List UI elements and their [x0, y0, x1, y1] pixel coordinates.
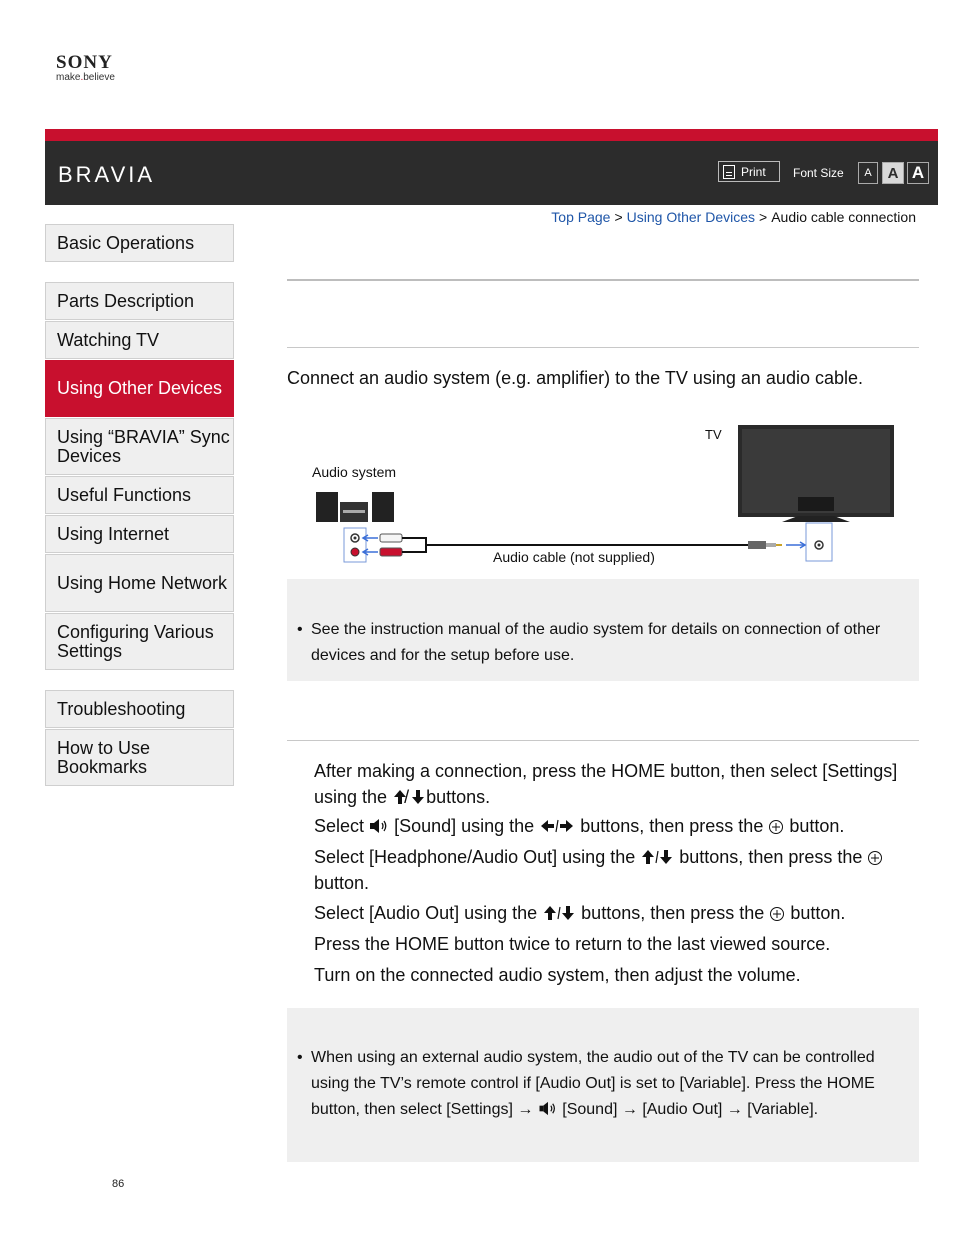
sidebar-item-using-internet[interactable]: Using Internet	[45, 515, 234, 553]
step-1: After making a connection, press the HOME button, then select [Settings] using the / buttons.	[314, 761, 898, 807]
intro-text: Connect an audio system (e.g. amplifier) to the TV using an audio cable.	[287, 368, 863, 388]
note-volume: • When using an external audio system, the audio out of the TV can be controlled using the TV’s remote control if [Audio Out] is set to [Variable]. Press the HOME button, then select [Settings] → [Sound] → [Audio Out] → [Variable].	[297, 1045, 912, 1123]
step-4: Select [Audio Out] using the buttons, then press the button.	[314, 903, 846, 923]
breadcrumb-using-other-devices[interactable]: Using Other Devices	[626, 209, 756, 225]
sidebar-item-bravia-sync[interactable]: Using “BRAVIA” Sync Devices	[45, 418, 234, 475]
header-accent-stripe	[45, 129, 938, 141]
step-3: Select [Headphone/Audio Out] using the buttons, then press the button.	[314, 844, 914, 896]
sidebar-item-watching-tv[interactable]: Watching TV	[45, 321, 234, 359]
font-size-medium-button[interactable]: A	[882, 162, 904, 184]
step-5: Press the HOME button twice to return to the last viewed source.	[314, 934, 831, 954]
sidebar-item-useful-functions[interactable]: Useful Functions	[45, 476, 234, 514]
sony-logo	[56, 52, 115, 83]
connection-diagram	[300, 420, 900, 575]
steps-divider	[287, 740, 919, 741]
section-divider	[287, 347, 919, 348]
audio-system-illustration	[316, 492, 338, 522]
sidebar-item-parts-description[interactable]: Parts Description	[45, 282, 234, 320]
sony-wordmark: SONY	[56, 52, 113, 73]
breadcrumb	[551, 209, 916, 225]
font-size-small-button[interactable]: A	[858, 162, 878, 184]
sidebar-item-using-other-devices[interactable]: Using Other Devices	[45, 360, 234, 417]
print-button[interactable]	[718, 161, 780, 182]
enter-button-icon	[768, 819, 784, 835]
sound-icon	[538, 1100, 558, 1117]
note-connection-text: See the instruction manual of the audio system for details on connection of other devices and for the setup before use.	[311, 621, 881, 664]
sound-icon	[369, 817, 389, 835]
sidebar-item-basic-operations[interactable]: Basic Operations	[45, 224, 234, 262]
audio-system-label: Audio system	[312, 464, 397, 480]
breadcrumb-separator: >	[759, 209, 768, 225]
note-volume-text: When using an external audio system, the audio out of the TV can be controlled using the TV’s remote control if [Audio Out] is set to [Variable]. Press the HOME button, then select [Settings] → [Sound] → [Audio Out] → [Variable].	[311, 1049, 875, 1118]
up-down-arrows-icon	[640, 848, 674, 866]
cable-label: Audio cable (not supplied)	[493, 549, 655, 565]
tv-label: TV	[705, 427, 722, 442]
title-divider	[287, 279, 919, 281]
sony-tagline: make.believe	[56, 72, 115, 83]
print-label: Print	[741, 164, 766, 179]
font-size-large-button[interactable]: A	[907, 162, 929, 184]
sidebar-item-troubleshooting[interactable]: Troubleshooting	[45, 690, 234, 728]
print-icon	[723, 165, 735, 179]
enter-button-icon	[867, 850, 883, 866]
breadcrumb-current: Audio cable connection	[771, 209, 916, 225]
bravia-logo: BRAVIA	[58, 162, 156, 187]
note-connection: • See the instruction manual of the audio system for details on connection of other devices and for the setup before use.	[297, 617, 912, 669]
font-size-label: Font Size	[793, 166, 844, 180]
breadcrumb-top-page[interactable]: Top Page	[551, 209, 611, 225]
sidebar-item-configuring-settings[interactable]: Configuring Various Settings	[45, 613, 234, 670]
step-2: Select [Sound] using the buttons, then press the button.	[314, 816, 845, 836]
up-down-arrows-icon	[392, 788, 426, 806]
enter-button-icon	[769, 906, 785, 922]
step-6: Turn on the connected audio system, then adjust the volume.	[314, 965, 801, 985]
page-number: 86	[112, 1178, 125, 1190]
breadcrumb-separator: >	[614, 209, 623, 225]
sidebar-item-bookmarks[interactable]: How to Use Bookmarks	[45, 729, 234, 786]
up-down-arrows-icon	[542, 904, 576, 922]
sidebar-item-home-network[interactable]: Using Home Network	[45, 554, 234, 612]
left-right-arrows-icon	[539, 817, 575, 835]
